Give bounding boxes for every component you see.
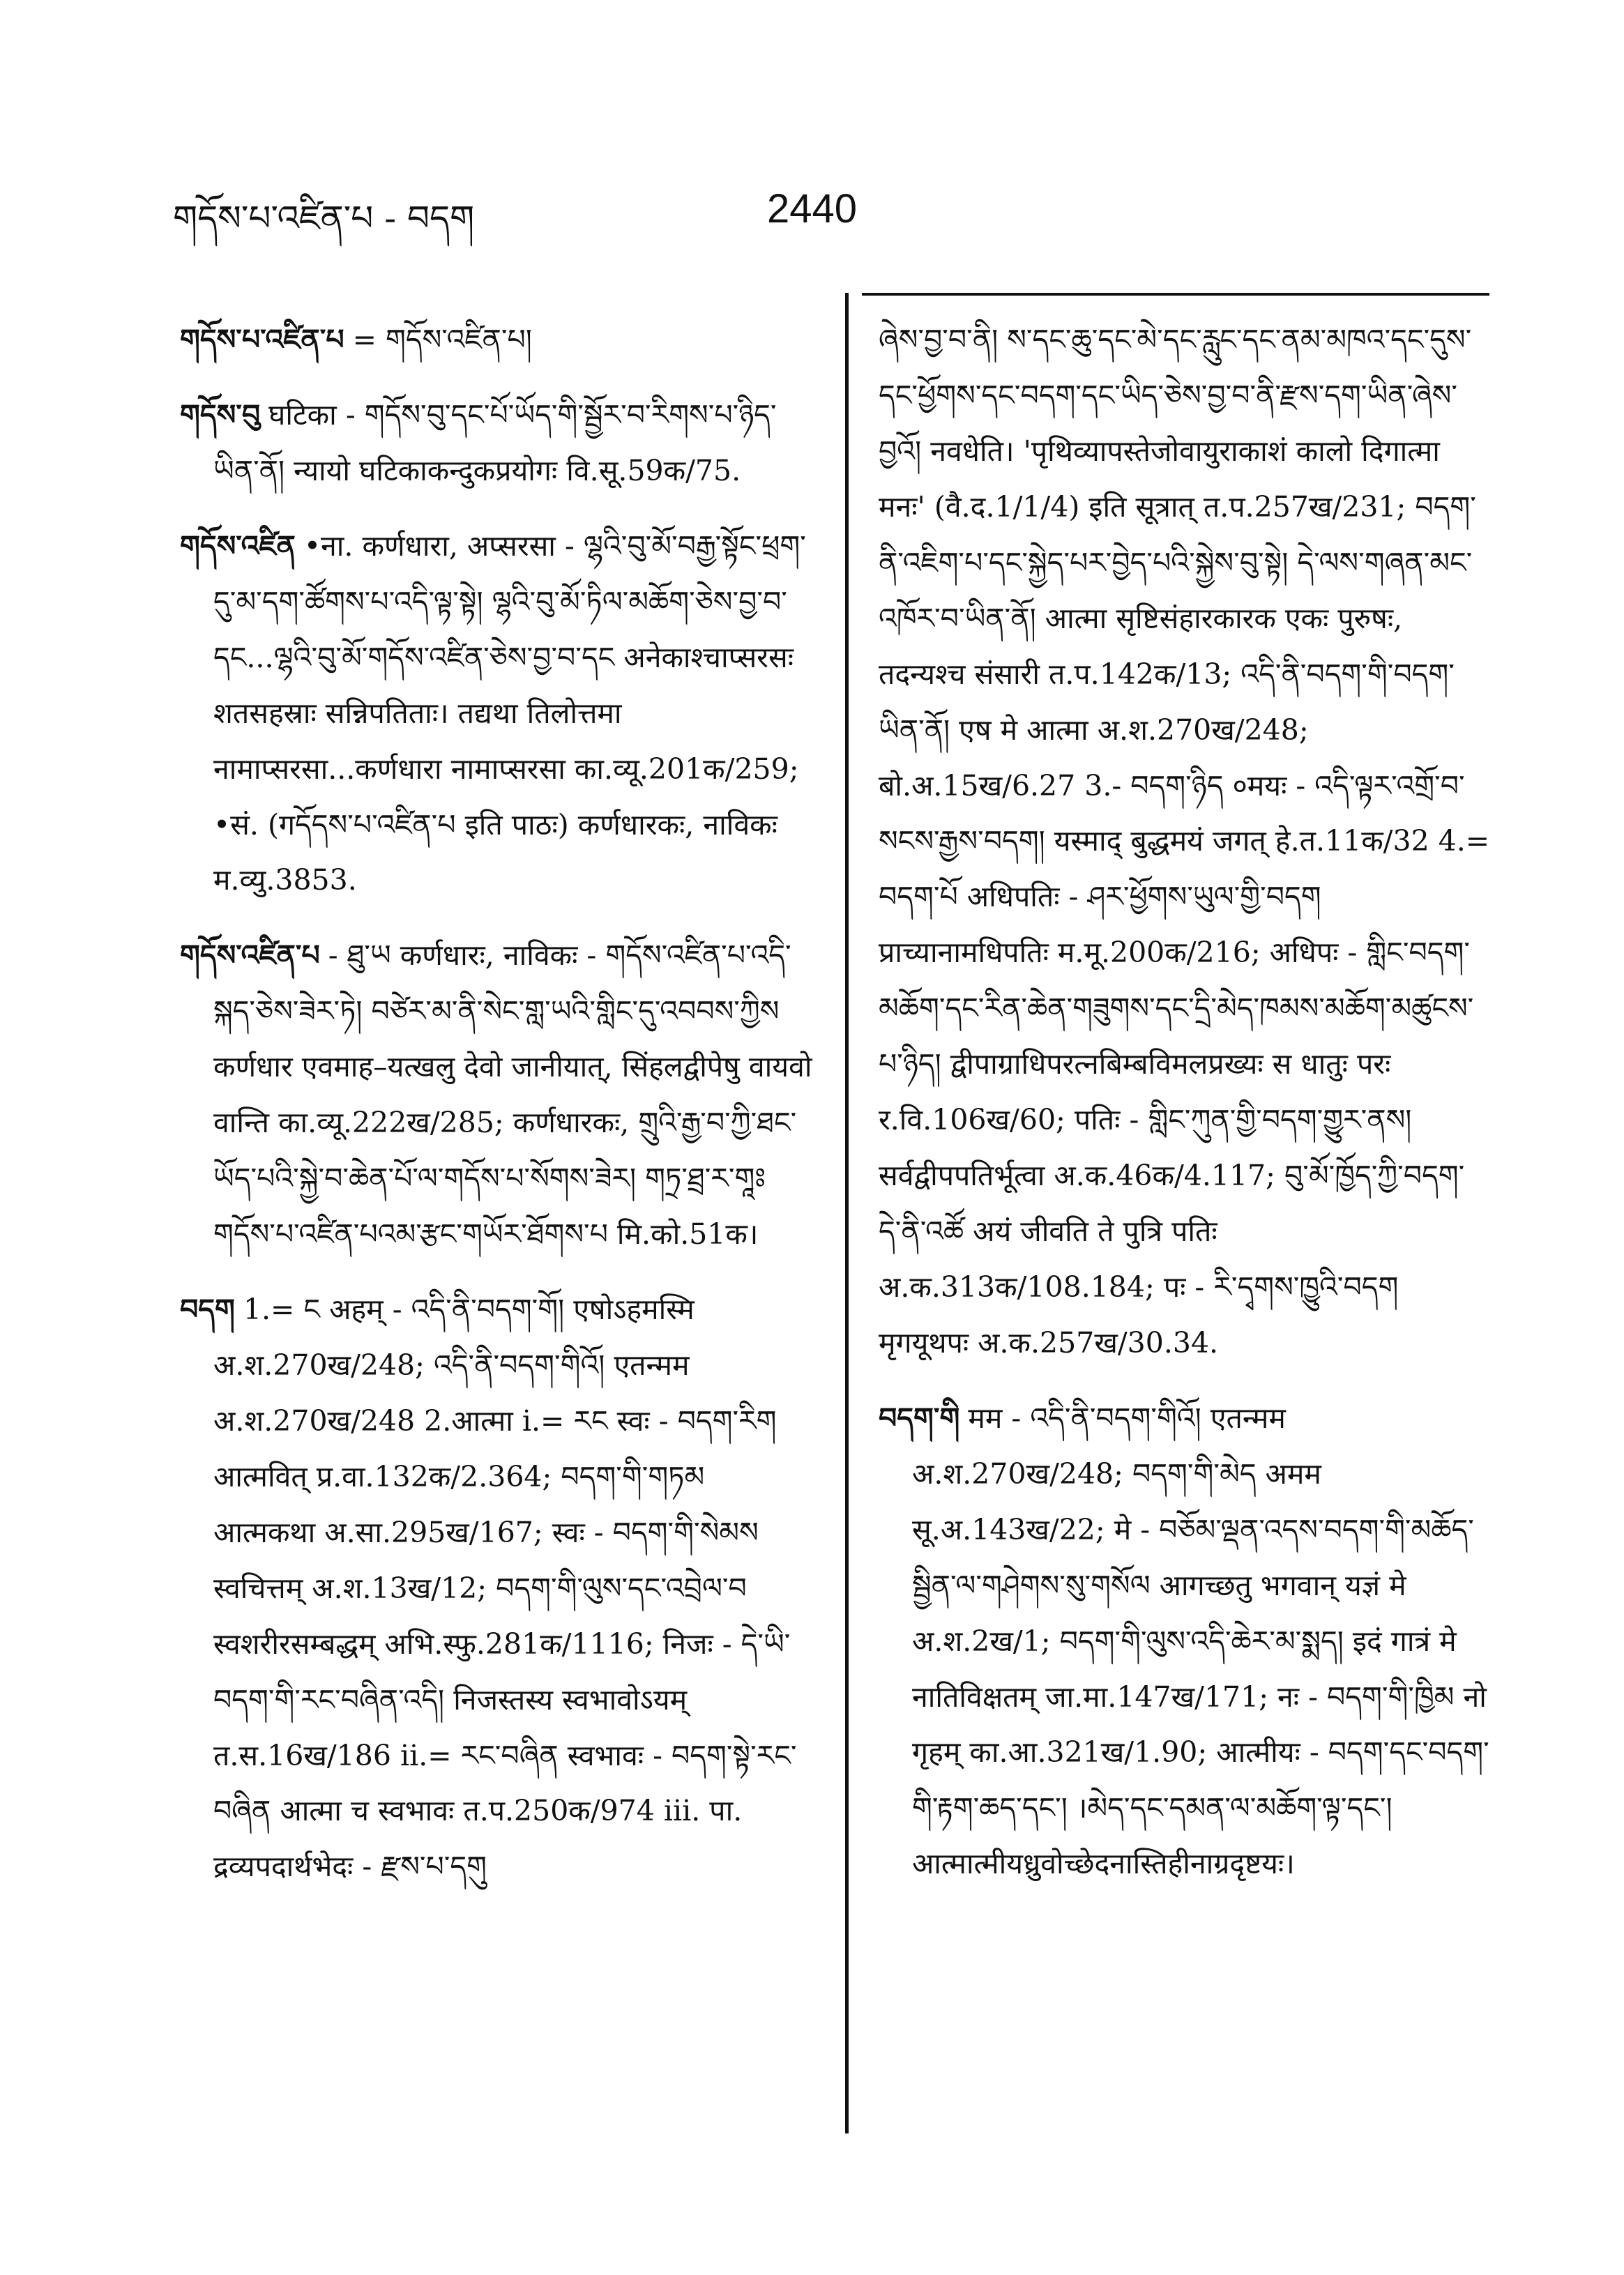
right-column xyxy=(879,312,1492,2125)
entry-paragraph xyxy=(180,928,814,1263)
entry-text: - ཐུ་ཡ कर्णधारः, नाविकः - གདོས་འཛིན་པ་འདི་སྐད་ཅེས་ཟེར་ཏེ། བཙེར་མ་ནི་སེང་གླ་ཡའི་གླིང་དུ་འབབས་ཀྱིས कर्णधार एवमाह–यत्खलु देवो जानीयात्, सिंहलद्वीपेषु वायवो वान्ति का.व्यू.222ख/285; कर्णधारकः, གྲུའི་རྒྱ་བ་ཀྱི་ཐང་ཡོད་པའི་སྐྱེ་བ་ཆེན་པོ་ལ་གདོས་པ་སོགས་ཟེར། གཏྲ་ཐྲ་ར་གཱཿ གདོས་པ་འཛིན་པའམ་རྩང་གཡོར་ཐོགས་པ मि.को.51क। xyxy=(213,938,812,1251)
page-number: 2440 xyxy=(767,186,858,231)
entry-headword: གདོས་པ་འཛིན་པ xyxy=(180,323,344,356)
entry-paragraph xyxy=(180,1282,814,1895)
entry-text: घटिका - གདོས་བུ་དང་པོ་ཡོད་གི་སྦྱོར་བ་རིགས་པ་ཉིད་ཡིན་ནོ། न्यायो घटिकाकन्दुकप्रयोगः वि.सू.59क/75. xyxy=(213,397,777,487)
column-divider xyxy=(845,293,849,2133)
entry-text: ཞེས་བྱ་བ་ནི། ས་དང་ཆུ་དང་མེ་དང་རླུང་དང་ནམ་མཁའ་དང་དུས་དང་ཕྱོགས་དང་བདག་དང་ཡིད་ཅེས་བྱ་བ་ནི་རྫས་དག་ཡིན་ཞེས་བྱའོ། नवधेति। 'पृथिव्यापस्तेजोवायुराकाशं कालो दिगात्मा मनः' (वै.द.1/1/4) इति सूत्रात् त.प.257ख/231; བདག་ནི་འཇིག་པ་དང་སྐྱེད་པར་བྱེད་པའི་སྐྱེས་བུ་སྟེ། དེ་ལས་གཞན་མང་འཁོར་བ་ཡིན་ནོ། आत्मा सृष्टिसंहारकारक एकः पुरुषः, तदन्यश्च संसारी त.प.142क/13; འདི་ནི་བདག་གི་བདག་ཡིན་ནོ། एष मे आत्मा अ.श.270ख/248; बो.अ.15ख/6.27 3.- བདག་ཉིད ०मयः - འདི་ལྟར་འགྲོ་བ་སངས་རྒྱས་བདག། यस्माद् बुद्धमयं जगत् हे.त.11क/32 4.= བདག་པོ अधिपतिः - ཤར་ཕྱོགས་ཡུལ་གྱི་བདག प्राच्यानामधिपतिः म.मू.200क/216; अधिपः - གླིང་བདག་མཆོག་དང་རིན་ཆེན་གཟུགས་དང་དྲི་མེད་ཁམས་མཆོག་མཚུངས་པ་ཉིད། द्वीपाग्राधिपरत्नबिम्बविमलप्रख्यः स धातुः परः र.वि.106ख/60; पतिः - གླིང་ཀུན་གྱི་བདག་གྱུར་ནས། सर्वद्वीपपतिर्भूत्वा अ.क.46क/4.117; བུ་མོ་ཁྱོད་ཀྱི་བདག་ དེ་ནི་འཚོ अयं जीवति ते पुत्रि पतिः अ.क.313क/108.184; पः - རི་དྭགས་ཁྱུའི་བདག मृगयूथपः अ.क.257ख/30.34. xyxy=(879,323,1490,1360)
left-column xyxy=(180,312,814,2125)
dictionary-entry xyxy=(180,1282,814,1895)
dictionary-entry xyxy=(180,312,814,368)
dictionary-entry-continued xyxy=(879,312,1492,1371)
entry-headword: གདོས་བུ xyxy=(180,397,261,432)
entry-text: •ना. कर्णधारा, अप्सरसा - ལྷའི་བུ་མོ་བརྒྱ་སྟོང་ཕྲག་དུ་མ་དག་ཚོགས་པ་འདི་ལྟ་སྟེ། ལྷའི་བུ་མོ་ཏིལ་མཆོག་ཅེས་བྱ་བ་དང...ལྷའི་བུ་མོ་གདོས་འཛིན་ཅེས་བྱ་བ་དང अनेकाश्चाप्सरसः शतसहस्राः सन्निपतिताः। तद्यथा तिलोत्तमा नामाप्सरसा...कर्णधारा नामाप्सरसा का.व्यू.201क/259; •सं. (गདོདས་པ་འཛིན་པ इति पाठः) कर्णधारकः, नाविकः म.व्यु.3853. xyxy=(213,528,806,897)
dictionary-entry xyxy=(180,519,814,909)
column-top-rule xyxy=(862,293,1489,296)
dictionary-entry xyxy=(180,928,814,1263)
entry-headword: བདག xyxy=(180,1293,235,1326)
dictionary-entry xyxy=(180,388,814,499)
entry-headword: བདག་གི xyxy=(879,1401,960,1435)
entry-paragraph xyxy=(879,312,1492,1371)
entry-paragraph xyxy=(180,312,814,368)
entry-paragraph xyxy=(879,1391,1492,1892)
dictionary-entry xyxy=(879,1391,1492,1892)
entry-headword: གདོས་འཛིན xyxy=(180,528,296,563)
entry-text: मम - འདི་ནི་བདག་གིའོ། एतन्मम अ.श.270ख/248; བདག་གི་མེད अमम सू.अ.143ख/22; मे - བཅོམ་ལྡན་འདས་བདག་གི་མཆོད་སྦྱིན་ལ་གཤེགས་སུ་གསོལ आगच्छतु भगवान् यज्ञं मे अ.श.2ख/1; བདག་གི་ལུས་འདི་ཆེར་མ་སྨད། इदं गात्रं मे नातिविक्षतम् जा.मा.147ख/171; नः - བདག་གི་ཁྱིམ नो गृहम् का.आ.321ख/1.90; आत्मीयः - བདག་དང་བདག་གི་རྟག་ཆད་དང་། ।མེད་དང་དམན་ལ་མཆོག་ལྟ་དང་། आत्मात्मीयध्रुवोच्छेदनास्तिहीनाग्रदृष्टयः। xyxy=(912,1401,1489,1881)
entry-headword: གདོས་འཛིན་པ xyxy=(180,938,320,973)
entry-text: 1.= ང अहम् - འདི་ནི་བདག་གོ། एषोऽहमस्मि अ.श.270ख/248; འདི་ནི་བདག་གིའོ། एतन्मम अ.श.270ख/248 2.आत्मा i.= རང स्वः - བདག་རིག आत्मवित् प्र.वा.132क/2.364; བདག་གི་གཏམ आत्मकथा अ.सा.295ख/167; स्वः - བདག་གི་སེམས स्वचित्तम् अ.श.13ख/12; བདག་གི་ལུས་དང་འབྲེལ་བ स्वशरीरसम्बद्धम् अभि.स्फु.281क/1116; निजः - དེ་ཡི་བདག་གི་རང་བཞིན་འདི། निजस्तस्य स्वभावोऽयम् त.स.16ख/186 ii.= རང་བཞིན स्वभावः - བདག་སྟེ་རང་བཞིན आत्मा च स्वभावः त.प.250क/974 iii. पा. द्रव्यपदार्थभेदः - རྫས་པ་དགུ xyxy=(213,1293,797,1884)
entry-text: = གདོས་འཛིན་པ། xyxy=(352,323,532,356)
entry-paragraph xyxy=(180,519,814,909)
page-header xyxy=(0,0,1624,279)
running-head: གདོས་པ་འཛིན་པ - བདག xyxy=(173,198,475,238)
entry-paragraph xyxy=(180,388,814,499)
